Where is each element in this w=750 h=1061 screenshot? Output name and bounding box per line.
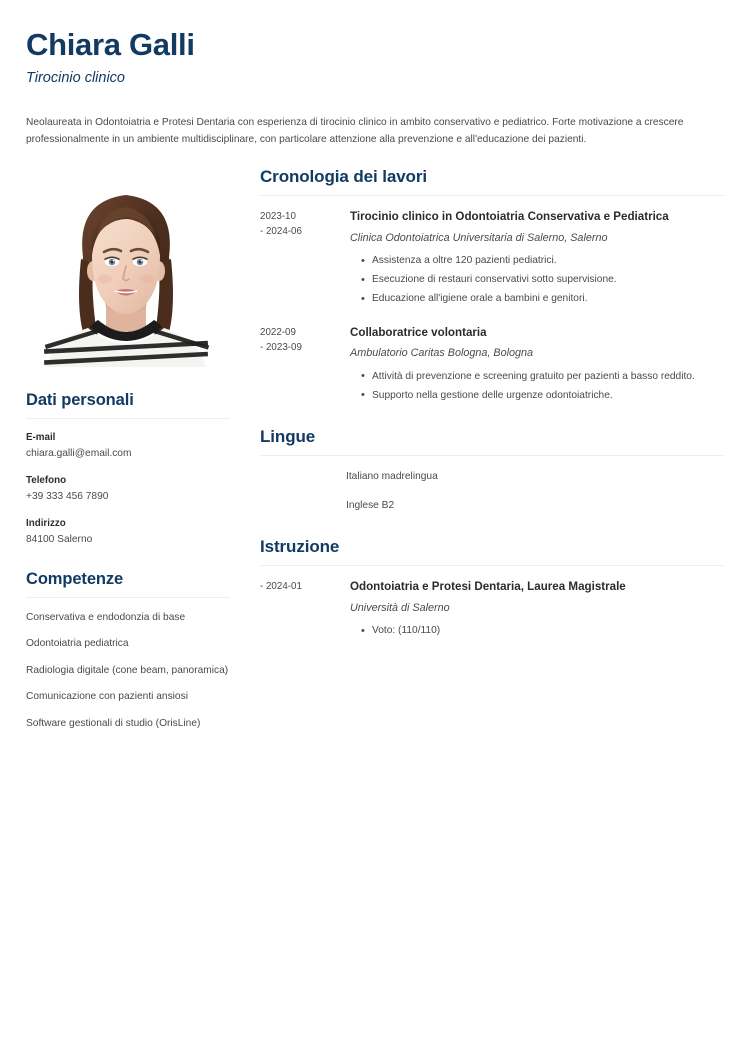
contact-label: E-mail bbox=[26, 431, 56, 443]
skills-list bbox=[26, 610, 238, 733]
contact-item-phone bbox=[26, 474, 238, 505]
list-item: • Supporto nella gestione delle urgenze odontoiatriche. bbox=[372, 388, 724, 404]
list-item: • Attività di prevenzione e screening gratuito per pazienti a basso reddito. bbox=[372, 369, 724, 385]
section-title-skills: Competenze bbox=[26, 569, 124, 588]
entry-details bbox=[346, 325, 724, 403]
contact-value-phone[interactable]: +39 333 456 7890 bbox=[26, 491, 109, 503]
sidebar-column bbox=[26, 167, 238, 732]
section-title-education: Istruzione bbox=[260, 537, 340, 557]
contact-label: Indirizzo bbox=[26, 517, 66, 529]
section-personal-data bbox=[26, 391, 238, 548]
section-divider bbox=[260, 455, 724, 456]
entry-bullet-list bbox=[350, 253, 724, 307]
contact-value-address: 84100 Salerno bbox=[26, 534, 93, 546]
contact-list bbox=[26, 431, 238, 548]
list-item: Comunicazione con pazienti ansiosi bbox=[26, 691, 188, 703]
list-item: Odontoiatria pediatrica bbox=[26, 638, 129, 650]
entry-organization: Ambulatorio Caritas Bologna, Bologna bbox=[350, 346, 534, 359]
entry-degree-title: Odontoiatria e Protesi Dentaria, Laurea Magistrale bbox=[350, 580, 626, 594]
section-title-work-history: Cronologia dei lavori bbox=[260, 166, 427, 186]
list-item: Italiano madrelingua bbox=[346, 471, 438, 483]
cv-header bbox=[0, 0, 750, 88]
entry-date-range bbox=[260, 325, 346, 356]
candidate-name: Chiara Galli bbox=[26, 27, 195, 62]
main-column bbox=[238, 167, 724, 639]
section-education bbox=[260, 537, 724, 639]
section-skills bbox=[26, 570, 238, 732]
candidate-role: Tirocinio clinico bbox=[26, 70, 125, 87]
contact-item-email bbox=[26, 431, 238, 462]
section-divider bbox=[26, 597, 230, 598]
entry-date-range bbox=[260, 209, 346, 240]
contact-item-address bbox=[26, 517, 238, 548]
list-item: Software gestionali di studio (OrisLine) bbox=[26, 717, 201, 729]
contact-value-email[interactable]: chiara.galli@email.com bbox=[26, 448, 132, 460]
section-divider bbox=[26, 418, 230, 419]
section-divider bbox=[260, 565, 724, 566]
section-languages bbox=[260, 427, 724, 513]
list-item: Conservativa e endodonzia di base bbox=[26, 611, 186, 623]
entry-details bbox=[346, 579, 724, 638]
entry-organization: Clinica Odontoiatrica Universitaria di Salerno, Salerno bbox=[350, 231, 608, 244]
entry-date-start: 2022-09 bbox=[260, 326, 296, 338]
entry-institution: Università di Salerno bbox=[350, 601, 450, 614]
profile-photo bbox=[26, 167, 226, 367]
list-item: • Esecuzione di restauri conservativi sotto supervisione. bbox=[372, 272, 724, 288]
profile-summary: Neolaureata in Odontoiatria e Protesi Dentaria con esperienza di tirocinio clinico in ambito conservativo e pediatrico. Forte motivazione a crescere professionalmente in un ambiente multidisciplinare, con particolare attenzione alla prevenzione e all'educazione dei pazienti. bbox=[26, 116, 684, 146]
list-item: • Assistenza a oltre 120 pazienti pediatrici. bbox=[372, 253, 724, 269]
list-item: Inglese B2 bbox=[346, 499, 395, 511]
entry-job-title: Collaboratrice volontaria bbox=[350, 325, 487, 339]
entry-bullet-list bbox=[350, 369, 724, 404]
contact-label: Telefono bbox=[26, 474, 67, 486]
section-work-history bbox=[260, 167, 724, 403]
list-item: • Voto: (110/110) bbox=[372, 623, 724, 639]
work-entry bbox=[260, 325, 724, 403]
section-title-languages: Lingue bbox=[260, 427, 316, 447]
cv-body bbox=[0, 167, 750, 732]
section-divider bbox=[260, 195, 724, 196]
work-entry bbox=[260, 209, 724, 306]
entry-date-start: 2023-10 bbox=[260, 211, 296, 223]
entry-date-range bbox=[260, 579, 346, 595]
entry-date-end: - 2024-06 bbox=[260, 226, 302, 238]
languages-list bbox=[260, 469, 724, 513]
list-item: Radiologia digitale (cone beam, panoramica) bbox=[26, 664, 229, 676]
entry-details bbox=[346, 209, 724, 306]
entry-job-title: Tirocinio clinico in Odontoiatria Conservativa e Pediatrica bbox=[350, 210, 669, 224]
entry-date-end: - 2024-01 bbox=[260, 581, 302, 593]
list-item: • Educazione all'igiene orale a bambini e genitori. bbox=[372, 291, 724, 307]
education-entry bbox=[260, 579, 724, 638]
profile-photo-illustration bbox=[26, 167, 226, 367]
section-title-personal-data: Dati personali bbox=[26, 390, 134, 409]
entry-date-end: - 2023-09 bbox=[260, 341, 302, 353]
entry-bullet-list bbox=[350, 623, 724, 639]
